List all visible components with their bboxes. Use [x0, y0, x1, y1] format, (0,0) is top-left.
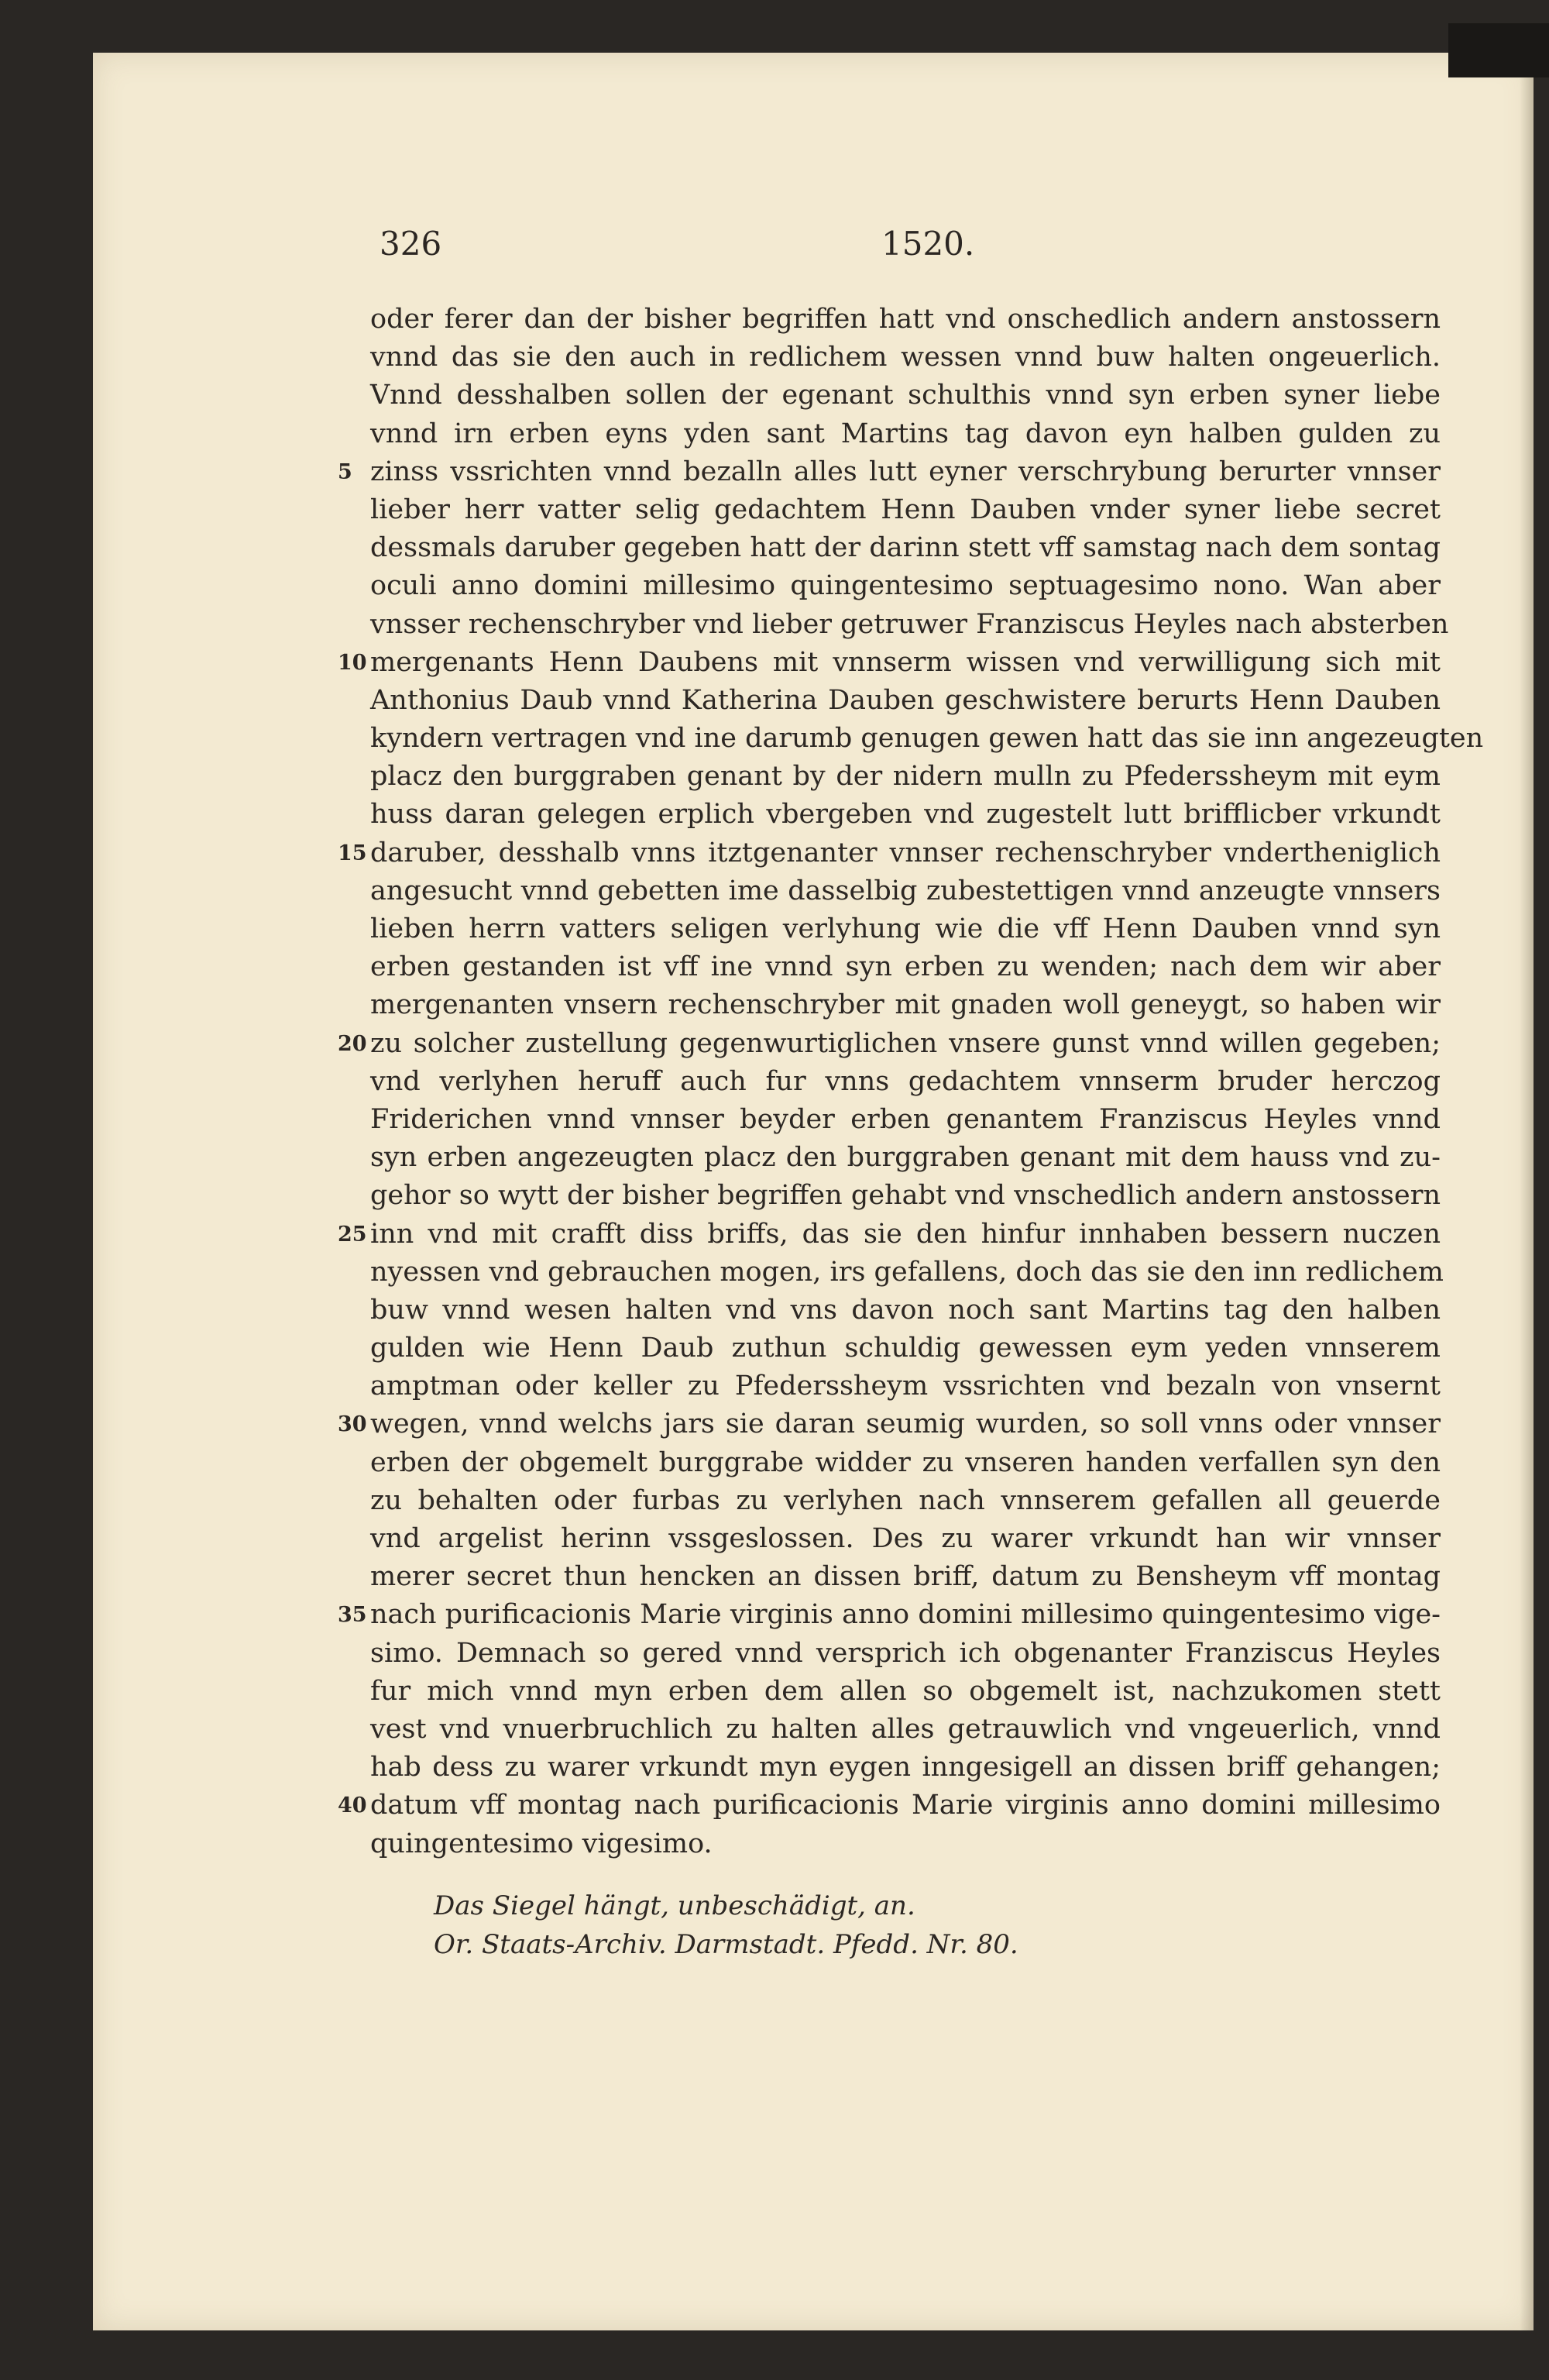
text-line [370, 567, 1441, 605]
text-line [370, 339, 1441, 377]
line-text: angesucht vnnd gebetten ime dasselbig zubestettigen vnnd anzeugte vnnsers [370, 875, 1441, 906]
line-text: lieben herrn vatters seligen verlyhung wie die vff Henn Dauben vnnd syn [370, 913, 1441, 944]
text-line [370, 1139, 1441, 1177]
line-text: amptman oder keller zu Pfederssheym vssrichten vnd bezaln von vnsernt [370, 1371, 1441, 1402]
line-text: syn erben angezeugten placz den burggraben genant mit dem hauss vnd zu- [370, 1142, 1441, 1174]
text-line [370, 1673, 1441, 1711]
line-text: vnd argelist herinn vssgeslossen. Des zu warer vrkundt han wir vnnser [370, 1523, 1441, 1554]
text-line [370, 986, 1441, 1024]
line-text: dessmals daruber gegeben hatt der darinn stett vff samstag nach dem sontag [370, 532, 1441, 564]
text-line [370, 415, 1441, 453]
seal-note: Das Siegel hängt, unbeschädigt, an. [434, 1890, 915, 1921]
text-line [370, 1749, 1441, 1787]
line-number: 10 [338, 650, 367, 675]
line-text: mergenants Henn Daubens mit vnnserm wissen vnd verwilligung sich mit [370, 646, 1441, 678]
text-line [370, 1825, 1441, 1863]
text-line [370, 491, 1441, 529]
line-text: vnsser rechenschryber vnd lieber getruwer Franziscus Heyles nach absterben [370, 608, 1449, 640]
line-text: vnd verlyhen heruff auch fur vnns gedachtem vnnserm bruder herczog [370, 1065, 1441, 1097]
line-text: merer secret thun hencken an dissen briff, datum zu Bensheym vff montag [370, 1561, 1441, 1593]
line-text: simo. Demnach so gered vnnd versprich ich obgenanter Franziscus Heyles [370, 1637, 1441, 1669]
line-number: 20 [338, 1031, 367, 1056]
text-line [370, 1367, 1441, 1405]
body-text [338, 301, 1484, 1863]
text-line [370, 1101, 1441, 1139]
text-line [338, 453, 1441, 491]
text-line [370, 606, 1449, 644]
line-text: gehor so wytt der bisher begriffen gehabt vnd vnschedlich andern anstossern [370, 1180, 1441, 1212]
text-line [370, 1254, 1444, 1291]
line-text: oder ferer dan der bisher begriffen hatt vnd onschedlich andern anstossern [370, 304, 1441, 335]
line-number: 15 [338, 841, 367, 865]
text-line [370, 529, 1441, 567]
text-line [338, 1405, 1441, 1443]
text-line [370, 1711, 1441, 1749]
line-number: 40 [338, 1794, 367, 1818]
text-line [338, 1025, 1441, 1063]
line-text: nach purificacionis Marie virginis anno domini millesimo quingentesimo vige- [370, 1599, 1441, 1631]
text-line [370, 796, 1441, 834]
line-text: fur mich vnnd myn erben dem allen so obgemelt ist, nachzukomen stett [370, 1675, 1441, 1707]
line-text: lieber herr vatter selig gedachtem Henn Dauben vnder syner liebe secret [370, 494, 1441, 525]
text-line [370, 758, 1441, 796]
text-line [370, 682, 1441, 720]
line-text: datum vff montag nach purificacionis Marie virginis anno domini millesimo [370, 1790, 1441, 1821]
text-line [370, 910, 1441, 948]
line-number: 5 [338, 459, 352, 484]
line-text: zu solcher zustellung gegenwurtiglichen vnsere gunst vnnd willen gegeben; [370, 1027, 1441, 1059]
line-text: wegen, vnnd welchs jars sie daran seumig wurden, so soll vnns oder vnnser [370, 1408, 1441, 1440]
text-line [370, 1063, 1441, 1101]
header-year: 1520. [881, 225, 975, 263]
line-text: vnnd das sie den auch in redlichem wessen vnnd buw halten ongeuerlich. [370, 342, 1441, 373]
text-line [370, 1520, 1441, 1558]
archive-note: Or. Staats-Archiv. Darmstadt. Pfedd. Nr. 80. [434, 1929, 1018, 1960]
text-line [370, 948, 1441, 986]
text-line [370, 1482, 1441, 1520]
line-text: hab dess zu warer vrkundt myn eygen inngesigell an dissen briff gehangen; [370, 1752, 1441, 1783]
line-number: 30 [338, 1412, 367, 1437]
text-line [370, 720, 1484, 758]
text-line [370, 301, 1441, 339]
text-line [370, 1177, 1441, 1215]
text-line [338, 834, 1441, 872]
line-text: erben gestanden ist vff ine vnnd syn erben zu wenden; nach dem wir aber [370, 951, 1441, 983]
running-header [380, 225, 1448, 271]
line-text: gulden wie Henn Daub zuthun schuldig gewessen eym yeden vnnserem [370, 1333, 1441, 1364]
text-line [370, 1291, 1441, 1329]
line-text: zinss vssrichten vnnd bezalln alles lutt eyner verschrybung berurter vnnser [370, 456, 1441, 487]
line-text: kyndern vertragen vnd ine darumb genugen gewen hatt das sie inn angezeugten [370, 723, 1484, 755]
line-text: daruber, desshalb vnns itztgenanter vnnser rechenschryber vndertheniglich [370, 837, 1441, 868]
line-text: oculi anno domini millesimo quingentesimo septuagesimo nono. Wan aber [370, 570, 1441, 602]
line-text: huss daran gelegen erplich vbergeben vnd zugestelt lutt brifflicber vrkundt [370, 799, 1441, 831]
scan-edge [1448, 23, 1549, 77]
text-line [338, 1216, 1441, 1254]
text-line [370, 377, 1441, 414]
line-number: 35 [338, 1603, 367, 1628]
text-line [338, 1596, 1441, 1634]
text-line [338, 644, 1441, 682]
text-line [338, 1787, 1441, 1825]
text-line [370, 1635, 1441, 1673]
text-line [370, 1444, 1441, 1482]
line-text: buw vnnd wesen halten vnd vns davon noch sant Martins tag den halben [370, 1294, 1441, 1326]
line-text: inn vnd mit crafft diss briffs, das sie den hinfur innhaben bessern nuczen [370, 1218, 1441, 1250]
line-text: nyessen vnd gebrauchen mogen, irs gefallens, doch das sie den inn redlichem [370, 1256, 1444, 1288]
line-text: Anthonius Daub vnnd Katherina Dauben geschwistere berurts Henn Dauben [370, 684, 1441, 716]
line-text: erben der obgemelt burggrabe widder zu vnseren handen verfallen syn den [370, 1446, 1441, 1478]
line-text: zu behalten oder furbas zu verlyhen nach vnnserem gefallen all geuerde [370, 1484, 1441, 1516]
line-text: Friderichen vnnd vnnser beyder erben genantem Franziscus Heyles vnnd [370, 1103, 1441, 1135]
text-line [370, 1329, 1441, 1367]
line-number: 25 [338, 1222, 367, 1247]
line-text: placz den burggraben genant by der nidern mulln zu Pfederssheym mit eym [370, 761, 1441, 793]
line-text: quingentesimo vigesimo. [370, 1828, 713, 1859]
text-line [370, 1558, 1441, 1596]
line-text: mergenanten vnsern rechenschryber mit gnaden woll geneygt, so haben wir [370, 989, 1441, 1021]
line-text: Vnnd desshalben sollen der egenant schulthis vnnd syn erben syner liebe [370, 380, 1441, 411]
page-number: 326 [380, 225, 442, 263]
line-text: vest vnd vnuerbruchlich zu halten alles getrauwlich vnd vngeuerlich, vnnd [370, 1713, 1441, 1745]
line-text: vnnd irn erben eyns yden sant Martins tag davon eyn halben gulden zu [370, 418, 1441, 449]
text-line [370, 872, 1441, 910]
